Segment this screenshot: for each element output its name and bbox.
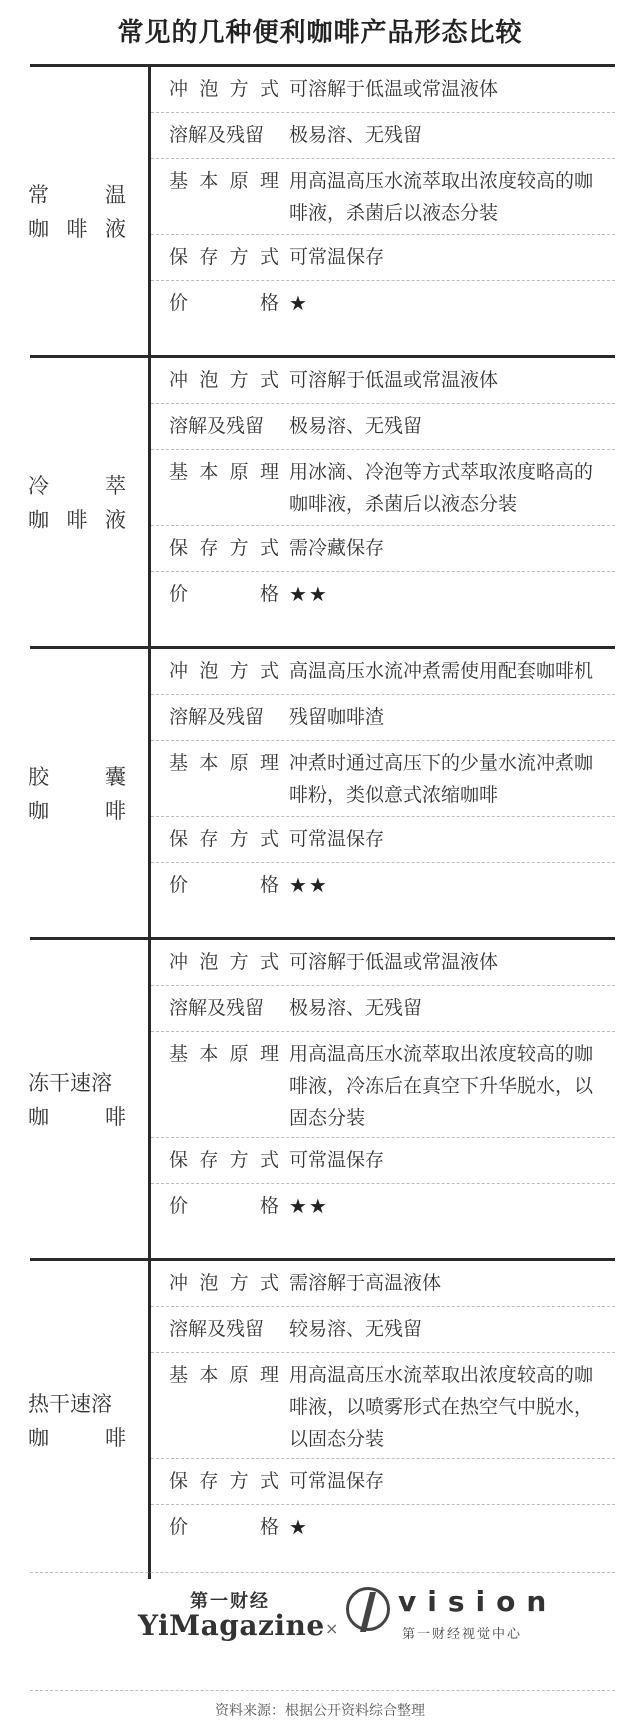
row-label-char: 理 (259, 170, 279, 192)
row-label-char: 存 (199, 537, 219, 559)
table-row (151, 695, 615, 741)
table-row (151, 572, 615, 646)
row-value: 可常温保存 (289, 246, 385, 268)
product-name (30, 1384, 148, 1456)
product-name-char: 咖 (28, 799, 49, 823)
row-label-char: 方 (229, 78, 249, 100)
logo-area (30, 1572, 615, 1683)
attribute-rows (151, 1261, 615, 1579)
row-label-char: 溶解及残留 (169, 124, 265, 146)
product-group (30, 646, 615, 937)
row-label-char: 式 (259, 369, 279, 391)
row-label-char: 原 (229, 752, 249, 774)
product-name-char: 冻干速溶 (28, 1071, 112, 1095)
source-divider (30, 1690, 615, 1691)
row-label (151, 281, 279, 319)
row-value: 需溶解于高温液体 (289, 1272, 442, 1294)
row-label-char: 理 (259, 461, 279, 483)
row-value: 可常温保存 (289, 1470, 385, 1492)
product-name-line (28, 1101, 148, 1131)
yimagazine-cn-logo: 第一财经 (190, 1591, 270, 1612)
row-label-char: 原 (229, 170, 249, 192)
row-label (151, 817, 279, 855)
row-label-char: 式 (259, 1470, 279, 1492)
product-name (30, 175, 148, 247)
row-label-char: 泡 (199, 78, 219, 100)
comparison-table (30, 64, 615, 1579)
page-title: 常见的几种便利咖啡产品形态比较 (117, 18, 523, 48)
price-stars: ★ (289, 291, 309, 315)
row-value: 冲煮时通过高压下的少量水流冲煮咖啡粉，类似意式浓缩咖啡 (289, 752, 594, 806)
row-label (151, 526, 279, 564)
row-label-char: 基 (169, 1043, 189, 1065)
row-label (151, 450, 279, 488)
row-label-char: 式 (259, 1149, 279, 1171)
table-row (151, 741, 615, 817)
table-row (151, 281, 615, 355)
product-name-char: 咖 (28, 1426, 49, 1450)
row-label-char: 冲 (169, 78, 189, 100)
row-label-char: 价 (169, 1516, 189, 1538)
row-label (151, 1138, 279, 1176)
price-stars: ★ (289, 1515, 309, 1539)
row-label-char: 本 (199, 752, 219, 774)
price-stars: ★★ (289, 1194, 329, 1218)
product-name-char: 啡 (105, 1105, 126, 1129)
row-label (151, 1353, 279, 1391)
row-label-char: 基 (169, 1364, 189, 1386)
row-label-char: 方 (229, 369, 249, 391)
row-label-char: 格 (259, 292, 279, 314)
row-label-char: 格 (259, 1516, 279, 1538)
product-name-char: 啡 (105, 799, 126, 823)
row-value: 可常温保存 (289, 828, 385, 850)
row-label-char: 理 (259, 1364, 279, 1386)
row-label-char: 式 (259, 660, 279, 682)
product-name-char: 液 (105, 217, 126, 241)
product-name-line (28, 504, 148, 534)
row-label-char: 本 (199, 1043, 219, 1065)
row-label-char: 保 (169, 1149, 189, 1171)
table-row (151, 358, 615, 404)
row-label (151, 1307, 279, 1345)
row-label-char: 保 (169, 246, 189, 268)
price-stars: ★★ (289, 582, 329, 606)
row-label-char: 方 (229, 828, 249, 850)
row-label (151, 1032, 279, 1070)
product-name-char: 常 (28, 183, 49, 207)
row-label-char: 方 (229, 1272, 249, 1294)
row-label-char: 方 (229, 537, 249, 559)
price-stars: ★★ (289, 873, 329, 897)
row-label-char: 基 (169, 461, 189, 483)
logo-separator: × (325, 1619, 339, 1638)
vision-logo-cn: 第一财经视觉中心 (402, 1627, 523, 1642)
row-label-char: 式 (259, 78, 279, 100)
product-name-line (28, 1388, 148, 1418)
row-label (151, 1459, 279, 1497)
row-value: 极易溶、无残留 (289, 997, 423, 1019)
table-row (151, 1184, 615, 1258)
row-label-char: 保 (169, 828, 189, 850)
row-label-char: 原 (229, 1043, 249, 1065)
table-row (151, 649, 615, 695)
product-name-char: 啡 (66, 508, 88, 532)
product-name (30, 1063, 148, 1135)
table-row (151, 940, 615, 986)
row-label-char: 式 (259, 951, 279, 973)
row-label-char: 基 (169, 752, 189, 774)
row-label-char: 方 (229, 951, 249, 973)
product-name-line (28, 179, 148, 209)
product-name-line (28, 1422, 148, 1452)
row-label (151, 113, 279, 151)
row-label (151, 940, 279, 978)
row-label (151, 741, 279, 779)
row-label (151, 67, 279, 105)
row-label-char: 式 (259, 1272, 279, 1294)
row-label-char: 方 (229, 1149, 249, 1171)
product-name-line (28, 1067, 148, 1097)
row-label-char: 方 (229, 660, 249, 682)
row-label (151, 649, 279, 687)
row-label (151, 1505, 279, 1543)
table-row (151, 67, 615, 113)
row-label-char: 溶解及残留 (169, 997, 265, 1019)
row-label-char: 式 (259, 246, 279, 268)
row-value: 极易溶、无残留 (289, 415, 423, 437)
attribute-rows (151, 358, 615, 646)
table-row (151, 526, 615, 572)
row-label-char: 溶解及残留 (169, 415, 265, 437)
product-group (30, 937, 615, 1258)
product-name-char: 温 (105, 183, 126, 207)
row-label (151, 572, 279, 610)
row-label-char: 本 (199, 461, 219, 483)
row-value: 较易溶、无残留 (289, 1318, 423, 1340)
product-name-char: 热干速溶 (28, 1392, 112, 1416)
row-value: 用高温高压水流萃取出浓度较高的咖啡液，杀菌后以液态分装 (289, 170, 594, 224)
row-label (151, 1261, 279, 1299)
table-row (151, 817, 615, 863)
vision-logo: vision (398, 1585, 558, 1618)
row-value: 高温高压水流冲煮需使用配套咖啡机 (289, 660, 594, 682)
table-row (151, 1459, 615, 1505)
row-label-char: 价 (169, 583, 189, 605)
row-value: 极易溶、无残留 (289, 124, 423, 146)
product-name-char: 胶 (28, 765, 49, 789)
product-name-line (28, 795, 148, 825)
product-name-char: 啡 (105, 1426, 126, 1450)
vision-logo-icon (346, 1587, 390, 1631)
row-label-char: 冲 (169, 1272, 189, 1294)
product-name-char: 咖 (28, 508, 49, 532)
row-value: 可溶解于低温或常温液体 (289, 369, 499, 391)
row-label-char: 价 (169, 1195, 189, 1217)
product-name-char: 液 (105, 508, 126, 532)
product-group (30, 355, 615, 646)
product-name-char: 冷 (28, 474, 49, 498)
attribute-rows (151, 940, 615, 1258)
product-name-line (28, 761, 148, 791)
product-name-line (28, 470, 148, 500)
row-label (151, 695, 279, 733)
table-row (151, 1307, 615, 1353)
row-label-char: 格 (259, 874, 279, 896)
product-group (30, 64, 615, 355)
row-label-char: 式 (259, 828, 279, 850)
row-label (151, 863, 279, 901)
product-name-char: 囊 (105, 765, 126, 789)
row-label-char: 理 (259, 752, 279, 774)
row-value: 用高温高压水流萃取出浓度较高的咖啡液，冷冻后在真空下升华脱水，以固态分装 (289, 1043, 594, 1129)
product-name-char: 啡 (66, 217, 88, 241)
row-label-char: 泡 (199, 1272, 219, 1294)
row-value: 可常温保存 (289, 1149, 385, 1171)
row-value: 可溶解于低温或常温液体 (289, 951, 499, 973)
row-label-char: 存 (199, 1149, 219, 1171)
table-row (151, 404, 615, 450)
row-label-char: 方 (229, 246, 249, 268)
row-label-char: 保 (169, 1470, 189, 1492)
attribute-rows (151, 649, 615, 937)
table-row (151, 1261, 615, 1307)
table-row (151, 450, 615, 526)
row-label (151, 235, 279, 273)
row-label (151, 986, 279, 1024)
row-label-char: 价 (169, 292, 189, 314)
row-label-char: 溶解及残留 (169, 706, 265, 728)
row-value: 残留咖啡渣 (289, 706, 385, 728)
product-name (30, 466, 148, 538)
row-label-char: 冲 (169, 369, 189, 391)
row-label (151, 358, 279, 396)
product-name (30, 757, 148, 829)
row-label (151, 159, 279, 197)
row-label-char: 格 (259, 583, 279, 605)
row-value: 用冰滴、冷泡等方式萃取浓度略高的咖啡液，杀菌后以液态分装 (289, 461, 594, 515)
row-label-char: 本 (199, 170, 219, 192)
row-label-char: 方 (229, 1470, 249, 1492)
row-label-char: 价 (169, 874, 189, 896)
row-label-char: 本 (199, 1364, 219, 1386)
row-value: 用高温高压水流萃取出浓度较高的咖啡液，以喷雾形式在热空气中脱水，以固态分装 (289, 1364, 594, 1450)
row-label-char: 格 (259, 1195, 279, 1217)
row-label-char: 式 (259, 537, 279, 559)
row-label-char: 存 (199, 246, 219, 268)
attribute-rows (151, 67, 615, 355)
row-label-char: 泡 (199, 369, 219, 391)
product-name-line (28, 213, 148, 243)
source-note: 资料来源：根据公开资料综合整理 (215, 1703, 425, 1719)
table-row (151, 235, 615, 281)
row-value: 可溶解于低温或常温液体 (289, 78, 499, 100)
product-group (30, 1258, 615, 1579)
row-label (151, 1184, 279, 1222)
row-label-char: 冲 (169, 660, 189, 682)
table-row (151, 1505, 615, 1579)
row-label (151, 404, 279, 442)
row-label-char: 基 (169, 170, 189, 192)
table-row (151, 1138, 615, 1184)
yimagazine-logo: YiMagazine (138, 1609, 325, 1642)
row-label-char: 溶解及残留 (169, 1318, 265, 1340)
product-name-char: 萃 (105, 474, 126, 498)
row-label-char: 冲 (169, 951, 189, 973)
product-name-char: 咖 (28, 217, 49, 241)
table-row (151, 159, 615, 235)
product-name-char: 咖 (28, 1105, 49, 1129)
row-label-char: 存 (199, 1470, 219, 1492)
row-label-char: 存 (199, 828, 219, 850)
row-label-char: 原 (229, 461, 249, 483)
table-row (151, 863, 615, 937)
table-row (151, 1353, 615, 1459)
row-label-char: 理 (259, 1043, 279, 1065)
table-row (151, 113, 615, 159)
table-row (151, 1032, 615, 1138)
row-label-char: 保 (169, 537, 189, 559)
row-label-char: 泡 (199, 951, 219, 973)
row-value: 需冷藏保存 (289, 537, 385, 559)
row-label-char: 原 (229, 1364, 249, 1386)
row-label-char: 泡 (199, 660, 219, 682)
table-row (151, 986, 615, 1032)
